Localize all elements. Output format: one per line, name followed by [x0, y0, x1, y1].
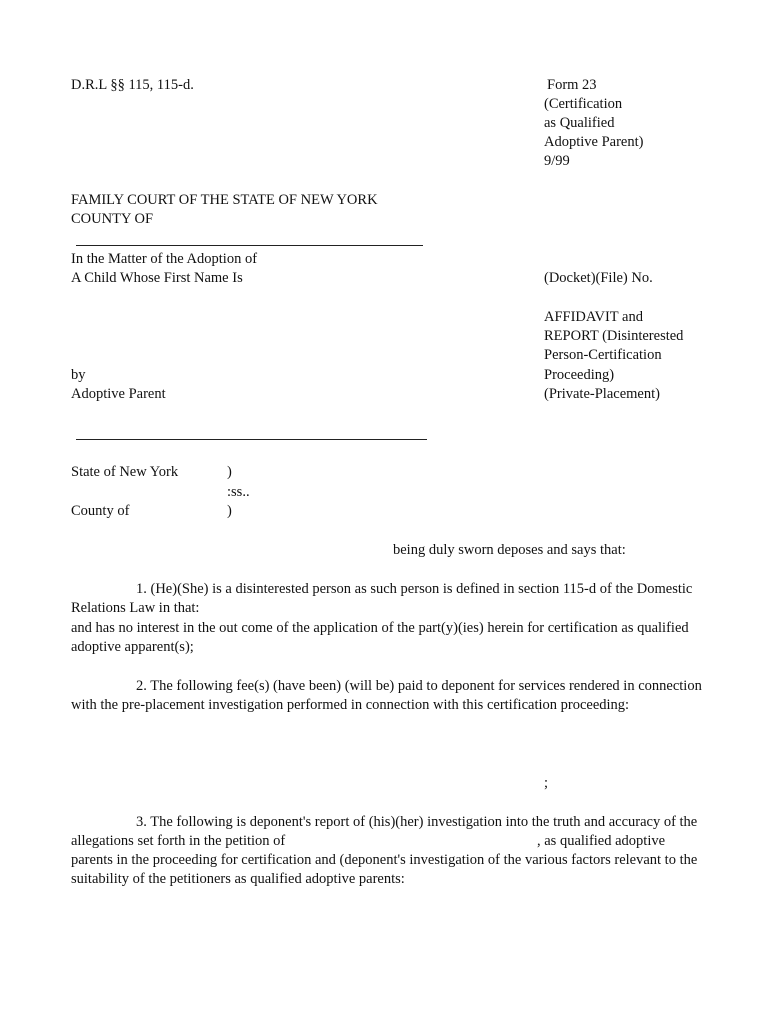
paragraph-line: allegations set forth in the petition of: [71, 833, 286, 849]
paragraph-line: 1. (He)(She) is a disinterested person as such person is defined in section 115-d of the Domestic: [136, 581, 693, 597]
venue-ss: :ss..: [227, 484, 250, 500]
doc-title-line: (Private-Placement): [544, 386, 660, 402]
caption-rule-bottom: [76, 439, 427, 440]
venue-paren: ): [227, 464, 232, 480]
venue-county: County of: [71, 503, 130, 519]
caption-rule-top: [76, 245, 423, 246]
matter-line-1: In the Matter of the Adoption of: [71, 251, 258, 267]
doc-title-line: Person-Certification: [544, 347, 662, 363]
doc-title-line: Proceeding): [544, 367, 615, 383]
sworn-statement: being duly sworn deposes and says that:: [393, 542, 626, 558]
venue-state: State of New York: [71, 464, 179, 480]
form-line: Form 23: [547, 77, 597, 93]
by-label: by: [71, 367, 86, 383]
adoptive-parent-label: Adoptive Parent: [71, 386, 166, 402]
paragraph-line: parents in the proceeding for certification and (deponent's investigation of the various factors relevant to the: [71, 852, 698, 868]
paragraph-line: 3. The following is deponent's report of (his)(her) investigation into the truth and accuracy of the: [136, 814, 698, 830]
paragraph-line: , as qualified adoptive: [537, 833, 666, 849]
form-line: (Certification: [544, 96, 623, 112]
paragraph-line: adoptive apparent(s);: [71, 639, 194, 655]
paragraph-line: and has no interest in the out come of the application of the part(y)(ies) herein for certification as qualified: [71, 620, 689, 636]
court-county: COUNTY OF: [71, 211, 154, 227]
docket-number-label: (Docket)(File) No.: [544, 270, 653, 286]
court-name: FAMILY COURT OF THE STATE OF NEW YORK: [71, 192, 378, 208]
form-line: 9/99: [544, 153, 570, 169]
fee-list-semicolon: ;: [544, 775, 549, 791]
form-line: as Qualified: [544, 115, 615, 131]
statute-reference: D.R.L §§ 115, 115-d.: [71, 77, 194, 93]
paragraph-line: 2. The following fee(s) (have been) (will be) paid to deponent for services rendered in connection: [136, 678, 702, 694]
form-line: Adoptive Parent): [544, 134, 644, 150]
paragraph-line: Relations Law in that:: [71, 600, 200, 616]
doc-title-line: REPORT (Disinterested: [544, 328, 684, 344]
paragraph-line: suitability of the petitioners as qualified adoptive parents:: [71, 871, 405, 887]
doc-title-line: AFFIDAVIT and: [544, 309, 643, 325]
paragraph-line: with the pre-placement investigation performed in connection with this certification proceeding:: [71, 697, 630, 713]
venue-paren: ): [227, 503, 232, 519]
matter-line-2: A Child Whose First Name Is: [71, 270, 243, 286]
